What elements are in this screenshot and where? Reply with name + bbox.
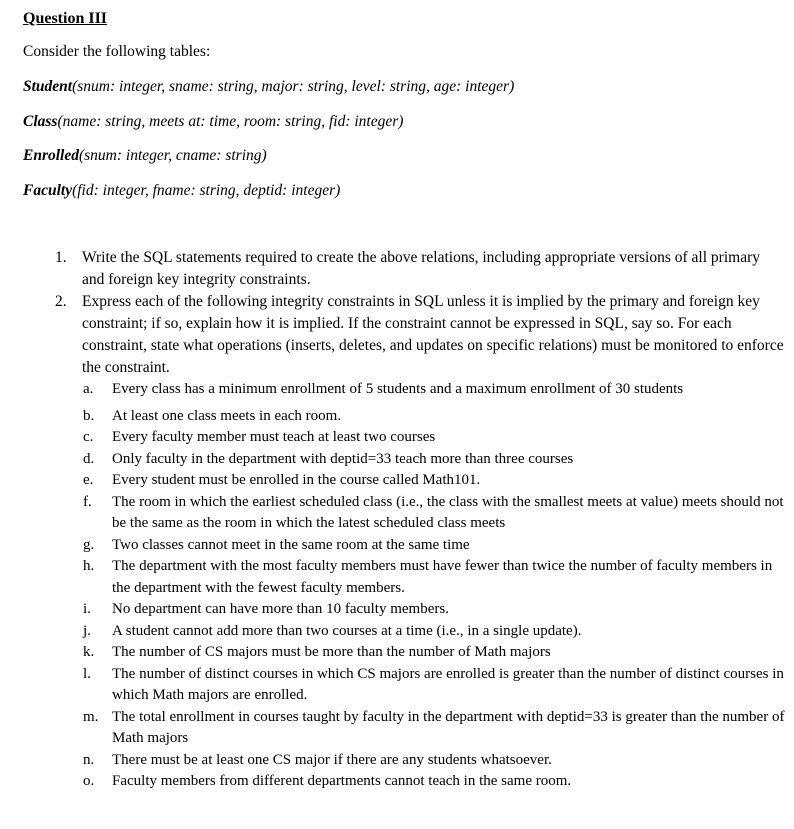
constraint-text: Faculty members from different departments cannot teach in the same room.	[112, 773, 572, 789]
schema-table-name: Faculty	[23, 182, 73, 199]
constraint-letter: n.	[83, 751, 95, 768]
schema-attributes: (snum: integer, cname: string)	[78, 147, 267, 164]
constraint-item-h	[83, 556, 785, 599]
schema-attributes: (name: string, meets at: time, room: string, fid: integer)	[57, 113, 404, 130]
constraint-item-c	[83, 427, 785, 449]
intro-text: Consider the following tables:	[23, 43, 211, 60]
question-heading: Question III	[23, 10, 108, 27]
question-text: Express each of the following integrity constraints in SQL unless it is implied by the primary and foreign key constraint; if so, explain how it is implied. If the constraint cannot be expressed in SQL, say so. For each constraint, state what operations (inserts, deletes, and updates on specific relations) must be monitored to enforce the constraint.	[82, 293, 784, 376]
schema-attributes: (snum: integer, sname: string, major: string, level: string, age: integer)	[72, 78, 515, 95]
constraint-text: Two classes cannot meet in the same room at the same time	[112, 536, 470, 553]
question-number: 2.	[55, 293, 67, 310]
schema-table-name: Student	[23, 78, 73, 95]
schema-table-name: Class	[23, 113, 58, 130]
constraint-letter: l.	[83, 665, 91, 682]
constraint-text: No department can have more than 10 faculty members.	[112, 601, 449, 617]
constraint-letter: f.	[83, 493, 92, 510]
constraint-item-a	[83, 379, 785, 401]
constraint-letter: e.	[83, 472, 94, 488]
constraint-item-k	[83, 642, 785, 664]
constraint-letter: d.	[83, 450, 95, 467]
schema-table-name: Enrolled	[23, 147, 79, 164]
constraint-letter: j.	[83, 622, 91, 639]
constraint-text: The department with the most faculty members must have fewer than twice the number of faculty members in the department with the fewest faculty members.	[112, 558, 773, 596]
constraint-text: At least one class meets in each room.	[112, 407, 342, 424]
constraint-item-e	[83, 470, 785, 492]
constraint-text: Every student must be enrolled in the course called Math101.	[112, 472, 481, 488]
question-item-2	[55, 291, 785, 379]
constraint-item-d	[83, 449, 785, 471]
schema-class	[23, 111, 403, 133]
schema-faculty	[23, 180, 340, 202]
constraint-text: The number of distinct courses in which CS majors are enrolled is greater than the number of distinct courses in which Math majors are enrolled.	[112, 665, 784, 703]
question-list	[55, 247, 785, 793]
constraint-item-m	[83, 707, 785, 750]
constraint-item-n	[83, 750, 785, 772]
constraint-text: A student cannot add more than two courses at a time (i.e., in a single update).	[112, 622, 582, 639]
question-item-1	[55, 247, 785, 291]
constraint-item-j	[83, 621, 785, 643]
constraint-item-o	[83, 771, 785, 793]
schema-attributes: (fid: integer, fname: string, deptid: integer)	[72, 182, 341, 199]
constraint-text: Every faculty member must teach at least two courses	[112, 429, 436, 445]
constraint-item-g	[83, 535, 785, 557]
constraint-text: Only faculty in the department with deptid=33 teach more than three courses	[112, 450, 574, 467]
constraint-letter: b.	[83, 407, 95, 424]
constraint-item-f	[83, 492, 785, 535]
constraint-letter: a.	[83, 381, 94, 397]
constraint-letter: g.	[83, 536, 95, 553]
constraint-letter: o.	[83, 773, 95, 789]
question-number: 1.	[55, 249, 67, 266]
constraint-letter: h.	[83, 558, 95, 574]
constraint-letter: c.	[83, 429, 94, 445]
constraint-text: The room in which the earliest scheduled class (i.e., the class with the smallest meets at value) meets should not be the same as the room in which the latest scheduled class meets	[112, 493, 784, 531]
schema-student	[23, 76, 514, 98]
constraint-list	[83, 379, 785, 793]
constraint-item-b	[83, 406, 785, 428]
constraint-item-l	[83, 664, 785, 707]
constraint-letter: m.	[83, 708, 99, 725]
question-text: Write the SQL statements required to create the above relations, including appropriate versions of all primary and foreign key integrity constraints.	[82, 249, 760, 288]
constraint-letter: i.	[83, 601, 91, 617]
constraint-item-i	[83, 599, 785, 621]
constraint-letter: k.	[83, 644, 95, 660]
constraint-text: The total enrollment in courses taught by faculty in the department with deptid=33 is greater than the number of Math majors	[112, 708, 785, 746]
constraint-text: There must be at least one CS major if there are any students whatsoever.	[112, 751, 552, 768]
constraint-text: Every class has a minimum enrollment of 5 students and a maximum enrollment of 30 students	[112, 381, 684, 397]
constraint-text: The number of CS majors must be more than the number of Math majors	[112, 644, 551, 660]
schema-enrolled	[23, 145, 267, 167]
